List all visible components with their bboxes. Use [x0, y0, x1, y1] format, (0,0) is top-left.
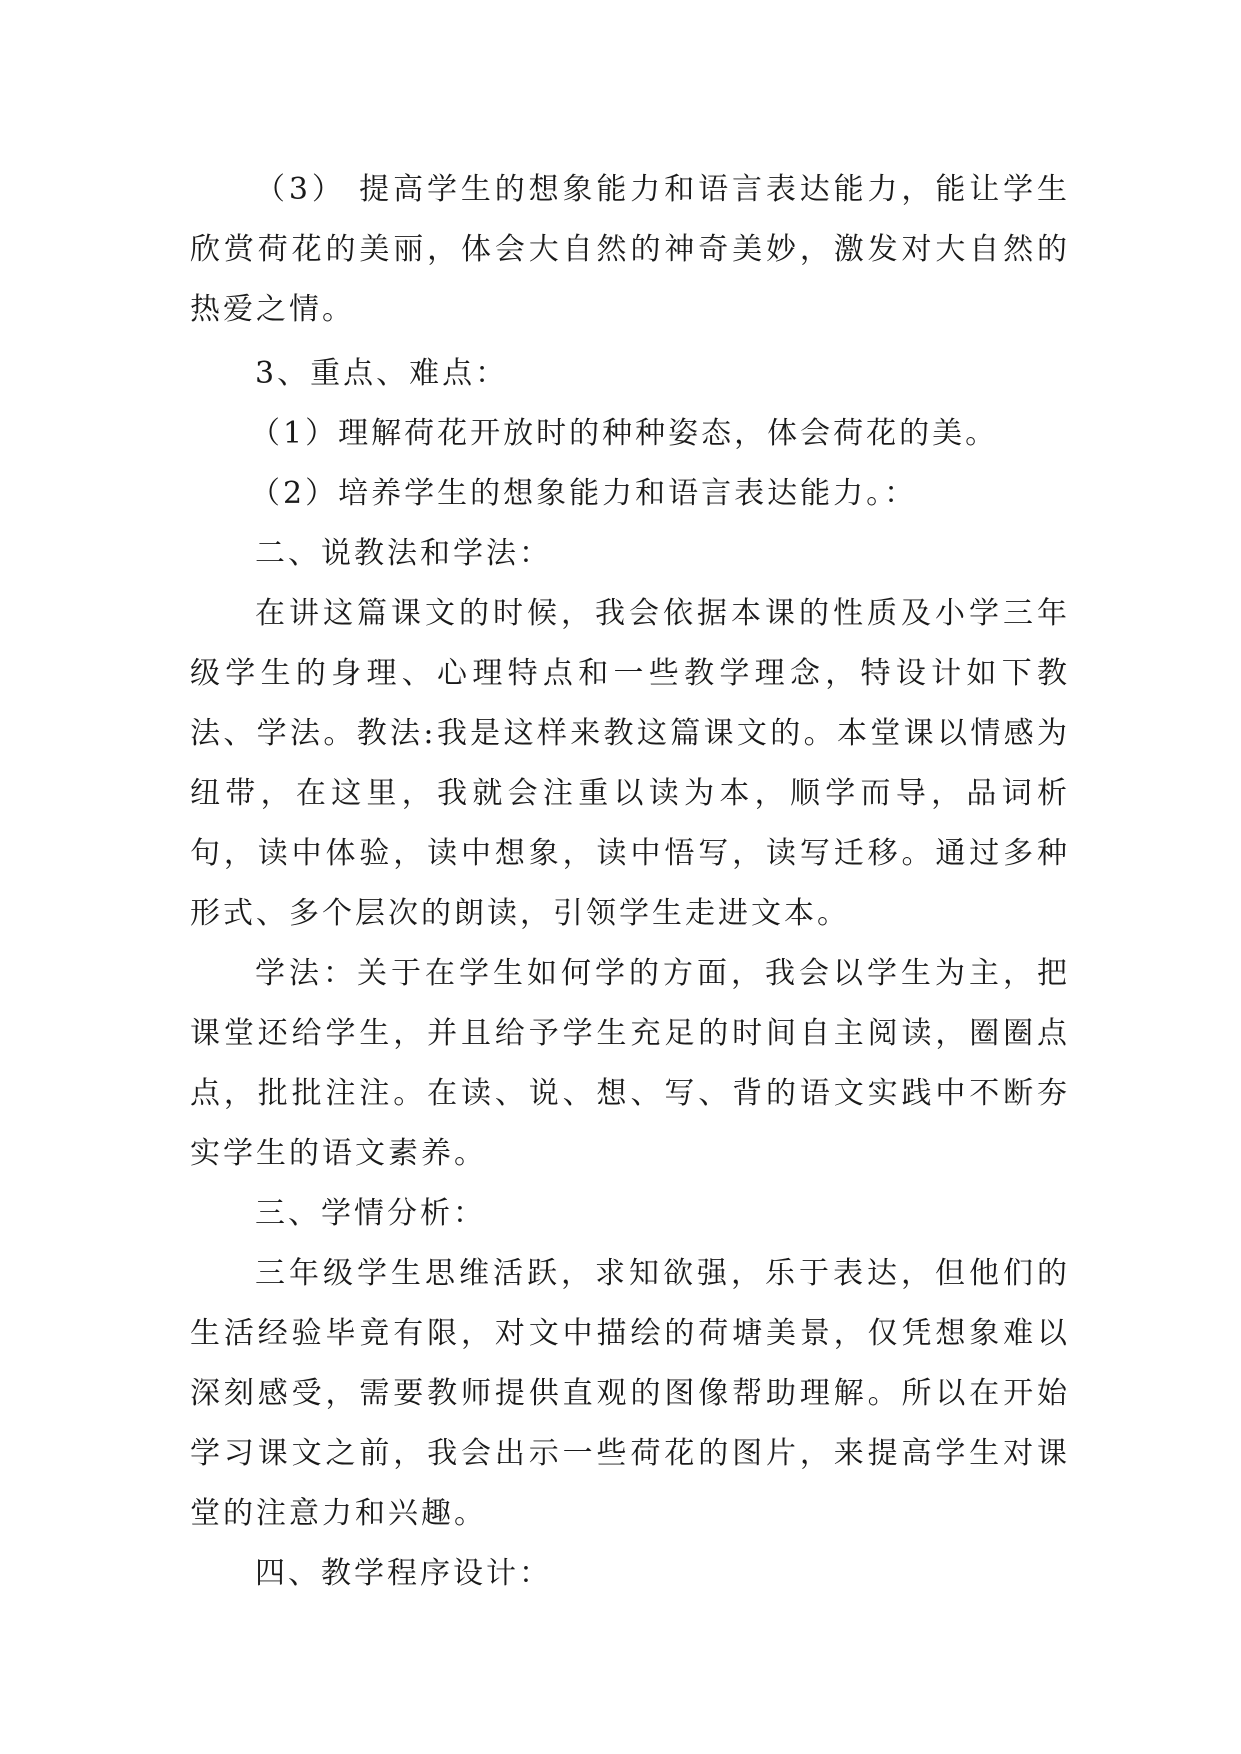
paragraph-objective-3: （3） 提高学生的想象能力和语言表达能力，能让学生欣赏荷花的美丽，体会大自然的神奇美妙，激发对大自然的热爱之情。: [190, 172, 1070, 327]
heading-teaching-methods: 二、说教法和学法：: [255, 536, 552, 571]
paragraph-teaching-method: 在讲这篇课文的时候，我会依据本课的性质及小学三年级学生的身理、心理特点和一些教学理念，特设计如下教法、学法。教法:我是这样来教这篇课文的。本堂课以情感为纽带，在这里，我就会注重以读为本，顺学而导，品词析句，读中体验，读中想象，读中悟写，读写迁移。通过多种形式、多个层次的朗读，引领学生走进文本。: [190, 596, 1070, 931]
paragraph-student-analysis: 三年级学生思维活跃，求知欲强，乐于表达，但他们的生活经验毕竟有限，对文中描绘的荷塘美景，仅凭想象难以深刻感受，需要教师提供直观的图像帮助理解。所以在开始学习课文之前，我会出示一些荷花的图片，来提高学生对课堂的注意力和兴趣。: [190, 1256, 1070, 1531]
document-body: [190, 160, 1070, 1604]
paragraph-learning-method: 学法：关于在学生如何学的方面，我会以学生为主，把课堂还给学生，并且给予学生充足的时间自主阅读，圈圈点点，批批注注。在读、说、想、写、背的语文实践中不断夯实学生的语文素养。: [190, 956, 1070, 1171]
heading-teaching-procedure: 四、教学程序设计：: [255, 1556, 552, 1591]
list-item-key-point-1: （1）理解荷花开放时的种种姿态，体会荷花的美。: [250, 416, 999, 451]
heading-key-points: 3、重点、难点：: [255, 356, 509, 391]
heading-student-analysis: 三、学情分析：: [255, 1196, 486, 1231]
list-item-key-point-2: （2）培养学生的想象能力和语言表达能力。：: [250, 476, 918, 511]
